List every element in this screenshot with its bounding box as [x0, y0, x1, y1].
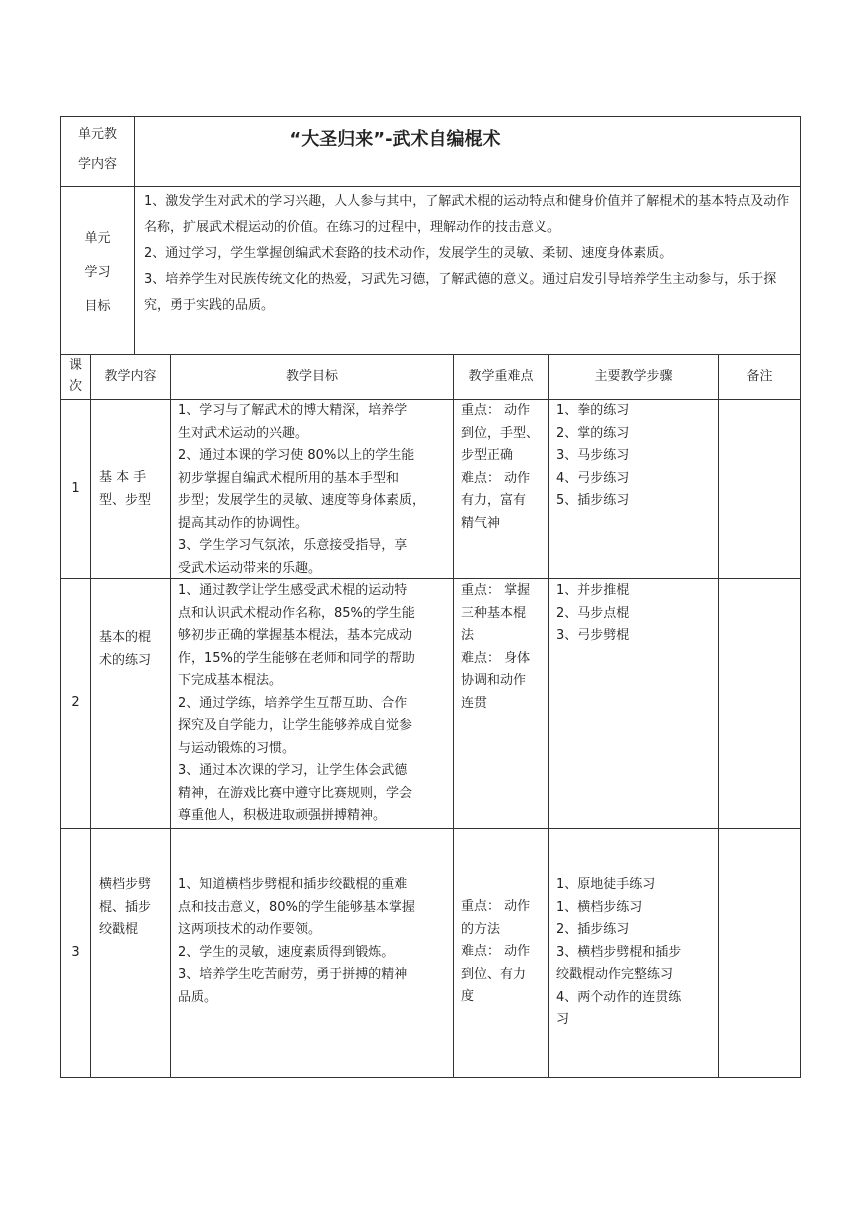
unit-goal-item: 3、培养学生对民族传统文化的热爱，习武先习德，了解武德的意义。通过启发引导培养学生主动参与，乐于探究，勇于实践的品质。 — [144, 272, 777, 313]
table-divider — [170, 354, 171, 1078]
row-content: 横档步劈 棍、插步 绞戳棍 — [99, 877, 152, 937]
row-steps: 1、原地徒手练习 1、横档步练习 2、插步练习 3、横档步劈棍和插步 绞戳棍动作完整练习 4、两个动作的连贯练 习 — [556, 877, 682, 1027]
header-keypoints: 教学重难点 — [468, 369, 534, 384]
table-border-bottom — [60, 1077, 801, 1078]
unit-title: “大圣归来”-武术自编棍术 — [289, 129, 501, 150]
row-keypoints: 重点： 掌握 三种基本棍 法 难点： 身体 协调和动作 连贯 — [461, 583, 531, 711]
unit-goal-item: 2、通过学习，学生掌握创编武术套路的技术动作，发展学生的灵敏、柔韧、速度身体素质。 — [144, 246, 673, 261]
table-divider — [60, 186, 801, 187]
unit-goal-item: 1、激发学生对武术的学习兴趣，人人参与其中，了解武术棍的运动特点和健身价值并了解棍术的基本特点及动作名称，扩展武术棍运动的价值。在练习的过程中，理解动作的技击意义。 — [144, 194, 790, 235]
row-steps: 1、拳的练习 2、掌的练习 3、马步练习 4、弓步练习 5、插步练习 — [556, 403, 630, 508]
row-goals: 1、知道横档步劈棍和插步绞戳棍的重难 点和技击意义，80%的学生能够基本掌握 这两项技术的动作要领。 2、学生的灵敏，速度素质得到锻炼。 3、培养学生吃苦耐劳，勇于拼搏的精神 品质。 — [178, 877, 415, 1005]
row-goals: 1、通过教学让学生感受武术棍的运动特 点和认识武术棍动作名称，85%的学生能 够初步正确的掌握基本棍法，基本完成动 作，15%的学生能够在老师和同学的帮助 下完成基本棍法。 2、通过学练，培养学生互帮互助、合作 探究及自学能力，让学生能够养成自觉参 与运动锻炼的习惯。 3、通过本次课的学习，让学生体会武德 精神，在游戏比赛中遵守比赛规则，学会 尊重他人，积极进取顽强拼搏精神。 — [178, 583, 415, 823]
table-border-right — [800, 116, 801, 1078]
table-divider — [60, 354, 801, 355]
header-steps: 主要教学步骤 — [594, 369, 673, 384]
table-divider — [90, 354, 91, 1078]
row-lesson-number: 3 — [71, 945, 80, 960]
row-content: 基本的棍 术的练习 — [99, 630, 152, 668]
row-goals: 1、学习与了解武术的博大精深，培养学 生对武术运动的兴趣。 2、通过本课的学习使 80%以上的学生能 初步掌握自编武术棍所用的基本手型和 步型；发展学生的灵敏、速度等身体素质， 提高其动作的协调性。 3、学生学习气氛浓，乐意接受指导，享 受武术运动带来的乐趣。 — [178, 403, 426, 576]
header-goals: 教学目标 — [285, 369, 338, 384]
unit-goal-label: 单元 学习 目标 — [84, 231, 111, 314]
row-content: 基 本 手 型、步型 — [99, 470, 152, 508]
row-steps: 1、并步推棍 2、马步点棍 3、弓步劈棍 — [556, 583, 630, 643]
header-notes: 备注 — [746, 369, 773, 384]
table-divider — [453, 354, 454, 1078]
header-lesson: 课 次 — [68, 358, 82, 394]
table-divider — [548, 354, 549, 1078]
unit-goals — [144, 189, 794, 319]
table-divider — [60, 828, 801, 829]
table-divider — [718, 354, 719, 1078]
table-border-top — [60, 116, 801, 117]
row-lesson-number: 1 — [71, 481, 80, 496]
unit-content-label: 单元教 学内容 — [77, 127, 117, 172]
header-content: 教学内容 — [104, 369, 157, 384]
row-keypoints: 重点： 动作 的方法 难点： 动作 到位、有力 度 — [461, 899, 531, 1004]
row-lesson-number: 2 — [71, 695, 80, 710]
row-keypoints: 重点： 动作 到位，手型、 步型正确 难点： 动作 有力，富有 精气神 — [461, 403, 540, 531]
